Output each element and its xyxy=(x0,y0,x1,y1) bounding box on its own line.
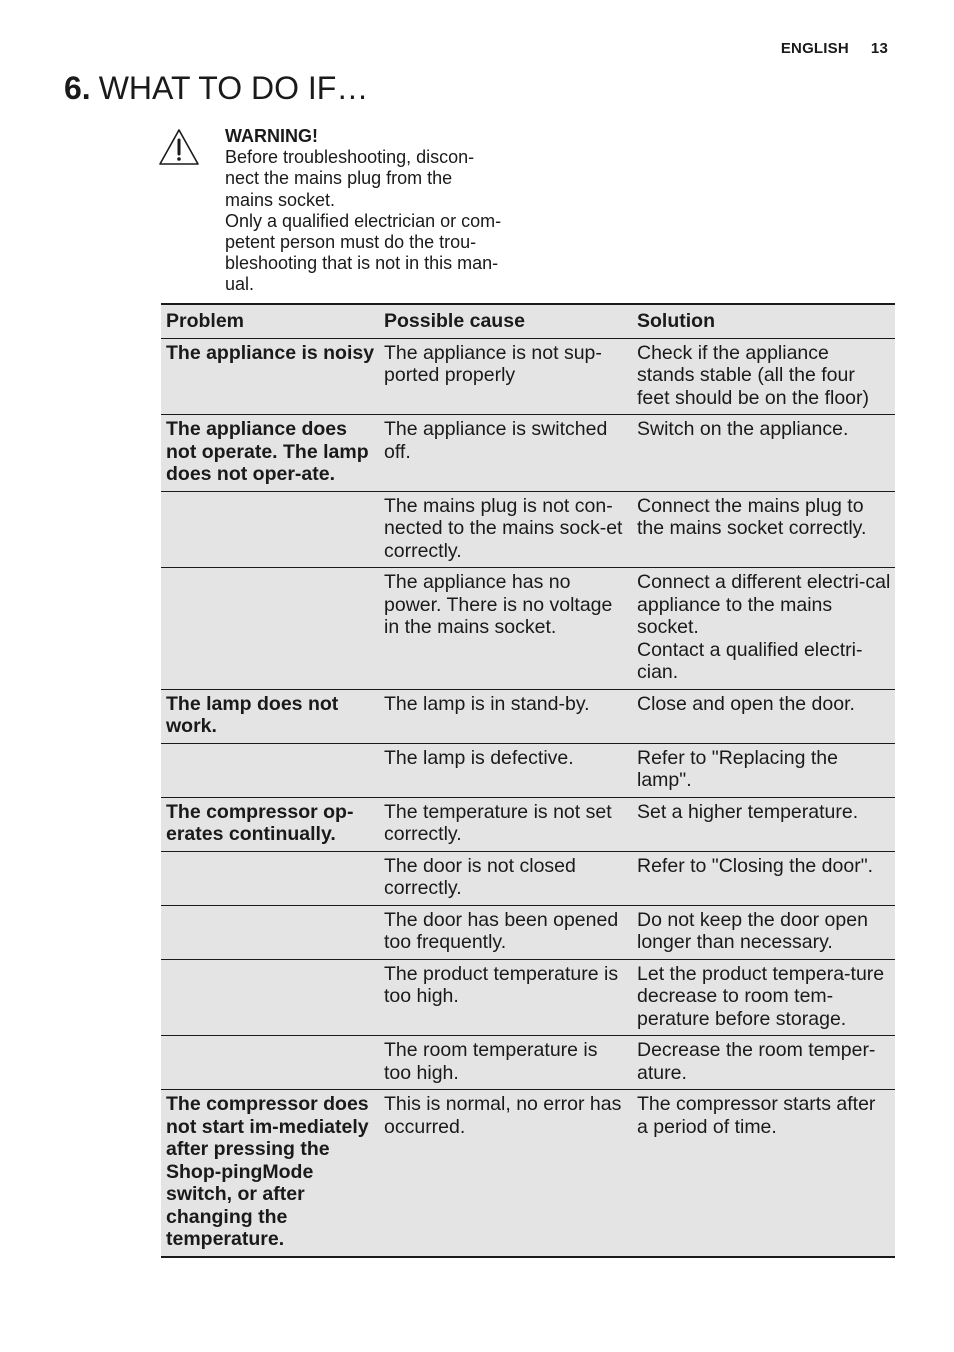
solution-cell: The compressor starts after a period of time. xyxy=(632,1090,895,1257)
table-row xyxy=(161,1090,895,1257)
solution-cell: Refer to "Replacing the lamp". xyxy=(632,743,895,797)
section-title xyxy=(64,68,368,108)
solution-cell: Do not keep the door open longer than necessary. xyxy=(632,905,895,959)
solution-cell: Connect a different electri-cal appliance to the mains socket. Contact a qualified electri-cian. xyxy=(632,568,895,690)
cause-cell: The appliance has no power. There is no voltage in the mains socket. xyxy=(379,568,632,690)
warning-block xyxy=(225,126,525,296)
column-header-solution: Solution xyxy=(632,304,895,338)
problem-cell: The appliance is noisy xyxy=(161,338,379,415)
problem-cell: The lamp does not work. xyxy=(161,689,379,743)
section-number: 6. xyxy=(64,70,91,106)
cause-cell: The door is not closed correctly. xyxy=(379,851,632,905)
table-row xyxy=(161,905,895,959)
problem-cell: The compressor op-erates continually. xyxy=(161,797,379,851)
warning-line: Only a qualified electrician or com- xyxy=(225,210,502,231)
table-row xyxy=(161,568,895,690)
cause-cell: The lamp is defective. xyxy=(379,743,632,797)
problem-cell xyxy=(161,851,379,905)
problem-cell xyxy=(161,905,379,959)
table-row xyxy=(161,851,895,905)
table-row xyxy=(161,1036,895,1090)
table-row xyxy=(161,797,895,851)
warning-line: Before troubleshooting, discon- xyxy=(225,147,475,168)
warning-line: petent person must do the trou- xyxy=(225,232,477,253)
troubleshooting-table xyxy=(161,303,895,1258)
warning-triangle-icon xyxy=(158,128,200,166)
solution-cell: Let the product tempera-ture decrease to room tem-perature before storage. xyxy=(632,959,895,1036)
warning-line: mains socket. xyxy=(225,189,336,210)
cause-cell: The lamp is in stand-by. xyxy=(379,689,632,743)
warning-title: WARNING! xyxy=(225,126,318,146)
problem-cell xyxy=(161,743,379,797)
table-body xyxy=(161,338,895,1257)
solution-cell: Close and open the door. xyxy=(632,689,895,743)
solution-cell: Refer to "Closing the door". xyxy=(632,851,895,905)
problem-cell xyxy=(161,1036,379,1090)
cause-cell: The product temperature is too high. xyxy=(379,959,632,1036)
page-header xyxy=(781,40,888,57)
solution-cell: Connect the mains plug to the mains socket correctly. xyxy=(632,491,895,568)
cause-cell: The mains plug is not con-nected to the mains sock-et correctly. xyxy=(379,491,632,568)
solution-cell: Set a higher temperature. xyxy=(632,797,895,851)
cause-cell: The appliance is not sup-ported properly xyxy=(379,338,632,415)
warning-line: bleshooting that is not in this man- xyxy=(225,253,499,274)
warning-line: ual. xyxy=(225,274,255,295)
table-row xyxy=(161,959,895,1036)
cause-cell: The room temperature is too high. xyxy=(379,1036,632,1090)
problem-cell xyxy=(161,959,379,1036)
cause-cell: This is normal, no error has occurred. xyxy=(379,1090,632,1257)
section-title-text: WHAT TO DO IF… xyxy=(98,70,369,106)
table-header-row xyxy=(161,304,895,338)
table-row xyxy=(161,415,895,492)
cause-cell: The temperature is not set correctly. xyxy=(379,797,632,851)
table-row xyxy=(161,743,895,797)
problem-cell xyxy=(161,491,379,568)
table-row xyxy=(161,338,895,415)
language-label: ENGLISH xyxy=(780,40,849,57)
page-number: 13 xyxy=(870,40,888,57)
problem-cell xyxy=(161,568,379,690)
warning-text xyxy=(225,147,525,295)
column-header-cause: Possible cause xyxy=(379,304,632,338)
problem-cell: The compressor does not start im-mediately after pressing the Shop-pingMode switch, or after changing the temperature. xyxy=(161,1090,379,1257)
cause-cell: The appliance is switched off. xyxy=(379,415,632,492)
solution-cell: Check if the appliance stands stable (all the four feet should be on the floor) xyxy=(632,338,895,415)
table-row xyxy=(161,491,895,568)
warning-line: nect the mains plug from the xyxy=(225,168,453,189)
solution-cell: Switch on the appliance. xyxy=(632,415,895,492)
cause-cell: The door has been opened too frequently. xyxy=(379,905,632,959)
column-header-problem: Problem xyxy=(161,304,379,338)
table-row xyxy=(161,689,895,743)
solution-cell: Decrease the room temper-ature. xyxy=(632,1036,895,1090)
problem-cell: The appliance does not operate. The lamp does not oper-ate. xyxy=(161,415,379,492)
